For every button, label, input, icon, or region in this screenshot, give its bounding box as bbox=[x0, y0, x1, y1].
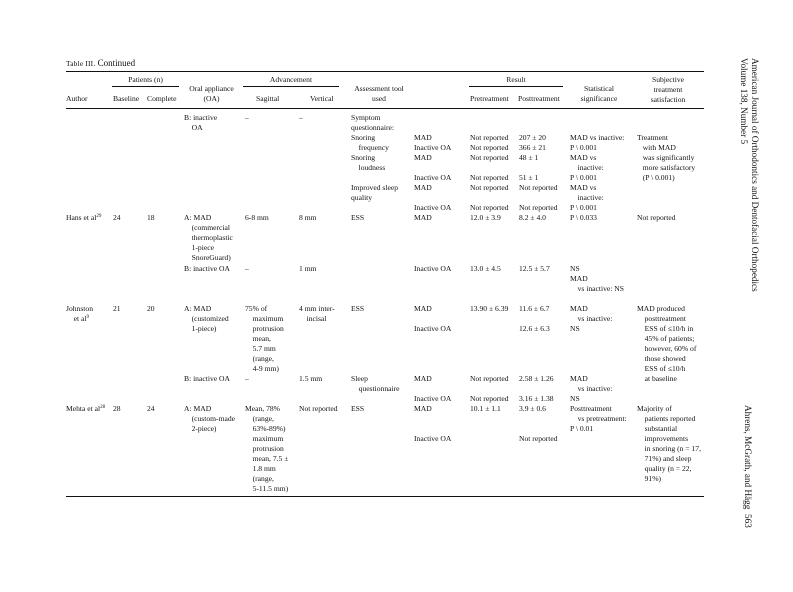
cell-pretreatment: Not reported Not reported bbox=[470, 374, 509, 403]
header-group-line-advancement bbox=[243, 86, 339, 87]
cell-baseline: 21 bbox=[113, 304, 121, 313]
header-rule bbox=[66, 108, 704, 109]
table-label: Table III. bbox=[66, 59, 96, 68]
cell-author bbox=[66, 404, 105, 414]
cell-complete: 24 bbox=[147, 404, 155, 413]
header-group-line-result bbox=[469, 86, 563, 87]
header-author: Author bbox=[66, 94, 88, 103]
running-head-journal bbox=[738, 58, 760, 292]
cell-assessment-tool: Sleep questionnaire bbox=[351, 374, 400, 393]
cell-appliance: B: inactive OA bbox=[184, 374, 230, 383]
cell-pretreatment: 10.1 ± 1.1 bbox=[470, 404, 501, 413]
author-name: Johnston et al bbox=[66, 304, 94, 323]
cell-author bbox=[66, 213, 101, 223]
author-reference: 28 bbox=[100, 405, 106, 410]
cell-baseline: 24 bbox=[113, 213, 121, 222]
top-rule bbox=[66, 71, 704, 72]
cell-baseline: 28 bbox=[113, 404, 121, 413]
cell-vertical: 1.5 mm bbox=[299, 374, 323, 383]
cell-posttreatment: 207 ± 20 366 ± 21 48 ± 1 51 ± 1 Not reported Not reported bbox=[519, 133, 558, 212]
cell-appliance: B: inactive OA bbox=[184, 113, 218, 132]
cell-sagittal: – bbox=[245, 374, 249, 383]
cell-pretreatment: Not reported Not reported Not reported Not reported Not reported Not reported bbox=[470, 133, 509, 212]
cell-statistical: MAD vs inactive: NS bbox=[570, 304, 613, 333]
author-name: Hans et al bbox=[66, 213, 97, 222]
cell-group: MAD Inactive OA bbox=[414, 404, 452, 443]
header-pretreatment: Pretreatment bbox=[470, 94, 509, 103]
cell-satisfaction: Treatment with MAD was significantly more satisfactory (P \ 0.001) bbox=[637, 133, 696, 182]
author-reference: 29 bbox=[96, 214, 102, 219]
page-number: 563 bbox=[743, 514, 753, 528]
cell-group: MAD bbox=[414, 213, 432, 222]
cell-sagittal: 6-8 mm bbox=[245, 213, 269, 222]
cell-assessment-tool: Symptom questionnaire: Snoring frequency Snoring loudness Improved sleep quality bbox=[351, 113, 399, 202]
cell-vertical: 8 mm bbox=[299, 213, 317, 222]
header-baseline: Baseline bbox=[113, 94, 140, 103]
author-reference: 9 bbox=[86, 315, 89, 320]
cell-sagittal: Mean, 78% (range, 63%-89%) maximum protrusion mean, 7.5 ± 1.8 mm (range, 5-11.5 mm) bbox=[245, 404, 289, 493]
cell-vertical: 1 mm bbox=[299, 264, 317, 273]
cell-pretreatment: 13.90 ± 6.39 bbox=[470, 304, 509, 313]
cell-posttreatment: 12.5 ± 5.7 bbox=[519, 264, 550, 273]
cell-posttreatment: 11.6 ± 6.7 12.6 ± 6.3 bbox=[519, 304, 550, 333]
cell-complete: 18 bbox=[147, 213, 155, 222]
cell-group: Inactive OA bbox=[414, 264, 452, 273]
cell-satisfaction: Majority of patients reported substantial improvements in snoring (n = 17, 71%) and sleep quality (n = 22, 91%) bbox=[637, 404, 701, 483]
cell-pretreatment: 12.0 ± 3.9 bbox=[470, 213, 501, 222]
cell-appliance: B: inactive OA bbox=[184, 264, 230, 273]
header-posttreatment: Posttreatment bbox=[518, 94, 560, 103]
cell-author bbox=[66, 304, 93, 324]
header-sagittal: Sagittal bbox=[256, 94, 280, 103]
running-head-authors: Ahrens, McGrath, and Hägg bbox=[743, 405, 753, 510]
cell-statistical: NS MAD vs inactive: NS bbox=[570, 264, 624, 293]
header-assessment-tool: Assessment tool used bbox=[354, 84, 404, 103]
cell-satisfaction: Not reported bbox=[637, 213, 676, 222]
author-name: Mehta et al bbox=[66, 404, 101, 413]
cell-group: MAD Inactive OA bbox=[414, 304, 452, 333]
table-title: Continued bbox=[97, 58, 136, 68]
cell-vertical: – bbox=[299, 113, 303, 122]
cell-sagittal: – bbox=[245, 113, 249, 122]
header-complete: Complete bbox=[147, 94, 177, 103]
cell-satisfaction: MAD produced posttreatment ESS of ≤10/h in 45% of patients; however, 60% of those showed ESS of ≤10/h at baseline bbox=[637, 304, 697, 383]
cell-appliance: A: MAD (commercial thermoplastic 1-piece SnoreGuard) bbox=[184, 213, 233, 262]
header-patients: Patients (n) bbox=[128, 75, 163, 84]
header-result: Result bbox=[506, 75, 526, 84]
cell-statistical: MAD vs inactive: P \ 0.001 MAD vs inactive: P \ 0.001 MAD vs inactive: P \ 0.001 bbox=[570, 133, 625, 212]
cell-group: MAD Inactive OA MAD Inactive OA MAD Inactive OA bbox=[414, 133, 452, 212]
bottom-rule bbox=[66, 496, 704, 497]
cell-posttreatment: 2.58 ± 1.26 3.16 ± 1.38 bbox=[519, 374, 554, 403]
cell-pretreatment: 13.0 ± 4.5 bbox=[470, 264, 501, 273]
table-caption bbox=[66, 58, 135, 68]
header-oral-appliance: Oral appliance (OA) bbox=[189, 84, 234, 103]
cell-posttreatment: 8.2 ± 4.0 bbox=[519, 213, 546, 222]
cell-complete: 20 bbox=[147, 304, 155, 313]
cell-statistical: MAD vs inactive: NS bbox=[570, 374, 613, 403]
cell-group: MAD Inactive OA bbox=[414, 374, 452, 403]
cell-appliance: A: MAD (customized 1-piece) bbox=[184, 304, 229, 333]
journal-name: American Journal of Orthodontics and Dentofacial Orthopedics bbox=[750, 58, 760, 292]
cell-sagittal: 75% of maximum protrusion mean, 5.7 mm (range, 4-9 mm) bbox=[245, 304, 284, 373]
header-group-line-patients bbox=[112, 86, 179, 87]
cell-statistical: P \ 0.033 bbox=[570, 213, 597, 222]
cell-vertical: Not reported bbox=[299, 404, 338, 413]
cell-vertical: 4 mm inter- incisal bbox=[299, 304, 335, 323]
cell-assessment-tool: ESS bbox=[351, 404, 365, 413]
cell-assessment-tool: ESS bbox=[351, 213, 365, 222]
header-vertical: Vertical bbox=[310, 94, 334, 103]
cell-sagittal: – bbox=[245, 264, 249, 273]
cell-appliance: A: MAD (custom-made 2-piece) bbox=[184, 404, 236, 433]
header-statistical-significance: Statistical significance bbox=[580, 84, 618, 103]
cell-assessment-tool: ESS bbox=[351, 304, 365, 313]
header-advancement: Advancement bbox=[269, 75, 313, 84]
cell-statistical: Posttreatment vs pretreatment: P \ 0.01 bbox=[570, 404, 627, 433]
cell-posttreatment: 3.9 ± 0.6 Not reported bbox=[519, 404, 558, 443]
journal-volume: Volume 138, Number 5 bbox=[739, 58, 749, 145]
header-subjective-satisfaction: Subjective treatment satisfaction bbox=[650, 75, 686, 104]
